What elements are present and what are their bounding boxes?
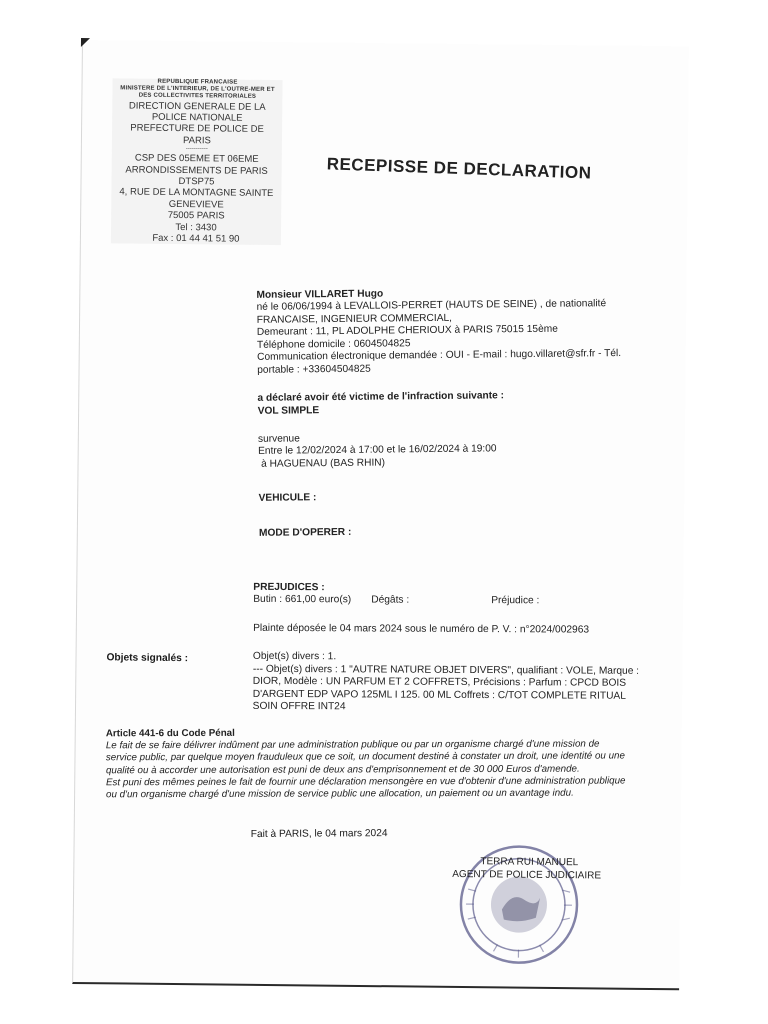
infraction-place: à HAGUENAU (BAS RHIN) bbox=[258, 457, 386, 470]
article-line-3: qualité ou à accorder une autorisation est puni de deux ans d'emprisonnement et de 30 000 Euros d'amende. bbox=[105, 763, 580, 776]
declarant-communication: Communication électronique demandée : OUI - E-mail : hugo.villaret@sfr.fr - Tél. bbox=[257, 348, 622, 364]
header-main-line-2: POLICE NATIONALE bbox=[151, 111, 243, 124]
objets-line-4: D'ARGENT EDP VAPO 125ML I 125. 00 ML Coffrets : C/TOT COMPLETE RITUAL bbox=[252, 688, 626, 702]
plainte-line: Plainte déposée le 04 mars 2024 sous le numéro de P. V. : n°2024/002963 bbox=[253, 622, 590, 636]
objets-label: Objets signalés : bbox=[106, 652, 189, 665]
declarant-name: Monsieur VILLARET Hugo bbox=[256, 288, 384, 301]
prejudice-label: Préjudice : bbox=[491, 595, 540, 607]
header-main-line-1: DIRECTION GENERALE DE LA bbox=[128, 100, 266, 113]
objets-line-3: DIOR, Modèle : UN PARFUM ET 2 COFFRETS, Précisions : Parfum : CPCD BOIS bbox=[252, 676, 627, 689]
infraction-type: VOL SIMPLE bbox=[257, 404, 320, 417]
corner-mark bbox=[81, 38, 90, 47]
objets-line-2: --- Objet(s) divers : 1 "AUTRE NATURE OBJET DIVERS", qualifiant : VOLE, Marque : bbox=[252, 663, 640, 677]
header-separator: ----------- bbox=[185, 146, 208, 153]
header-tiny-line-1: REPUBLIQUE FRANCAISE bbox=[157, 78, 238, 86]
prejudices-row bbox=[253, 594, 673, 609]
objets-line-5: SOIN OFFRE INT24 bbox=[252, 700, 346, 713]
signatory-name: TERRA RUI MANUEL bbox=[480, 856, 579, 869]
issuer-header bbox=[111, 78, 283, 245]
header-tiny-line-2: MINISTERE DE L'INTERIEUR, DE L'OUTRE-MER ET bbox=[120, 85, 275, 94]
header-unit-line-5: GENEVIEVE bbox=[168, 198, 224, 211]
objets-line-1: Objet(s) divers : 1. bbox=[252, 651, 337, 663]
prejudices-block bbox=[253, 582, 674, 716]
document-sheet bbox=[72, 40, 689, 990]
legal-article bbox=[106, 726, 666, 801]
butin-value: Butin : 661,00 euro(s) bbox=[253, 594, 352, 606]
declarant-phone: Téléphone domicile : 0604504825 bbox=[256, 337, 411, 351]
article-title: Article 441-6 du Code Pénal bbox=[105, 727, 235, 740]
declarant-birth: né le 06/06/1994 à LEVALLOIS-PERRET (HAUTS DE SEINE) , de nationalité bbox=[256, 298, 607, 314]
header-unit-line-3: DTSP75 bbox=[178, 176, 215, 188]
mode-operer-label: MODE D'OPERER : bbox=[258, 526, 352, 539]
header-unit-line-1: CSP DES 05EME ET 06EME bbox=[134, 152, 259, 166]
declarant-address: Demeurant : 11, PL ADOLPHE CHERIOUX à PARIS 75015 15ème bbox=[256, 323, 558, 339]
place-date-line: Fait à PARIS, le 04 mars 2024 bbox=[250, 828, 388, 841]
prejudices-label: PREJUDICES : bbox=[253, 581, 325, 594]
vehicule-label: VEHICULE : bbox=[258, 492, 317, 505]
declarant-block bbox=[256, 286, 649, 540]
degats-label: Dégâts : bbox=[371, 594, 410, 607]
signatory-role: AGENT DE POLICE JUDICIAIRE bbox=[452, 868, 602, 881]
declarant-nationality: FRANCAISE, INGENIEUR COMMERCIAL, bbox=[256, 312, 453, 326]
article-line-2: service public, par quelque moyen frauduleux que ce soit, un document destiné à constater un droit, une identité ou une bbox=[105, 750, 625, 764]
header-unit-line-4: 4, RUE DE LA MONTAGNE SAINTE bbox=[119, 186, 274, 200]
infraction-period: Entre le 12/02/2024 à 17:00 et le 16/02/2024 à 19:00 bbox=[258, 443, 497, 458]
document-title: RECEPISSE DE DECLARATION bbox=[326, 154, 592, 183]
survenue-label: survenue bbox=[257, 433, 300, 445]
header-main-line-3: PREFECTURE DE POLICE DE bbox=[130, 122, 264, 136]
header-tiny-line-3: DES COLLECTIVITES TERRITORIALES bbox=[138, 92, 257, 101]
article-line-1: Le fait de se faire délivrer indûment par une administration publique ou par un organisme chargé d'une mission de bbox=[105, 738, 600, 752]
article-line-5: ou d'un organisme chargé d'une mission de service public une allocation, un paiement ou un avantage indu. bbox=[106, 787, 574, 801]
header-unit-line-7: Tel : 3430 bbox=[175, 221, 217, 234]
infraction-intro: a déclaré avoir été victime de l'infraction suivante : bbox=[257, 390, 505, 404]
header-unit-line-6: 75005 PARIS bbox=[167, 210, 225, 222]
declarant-mobile: portable : +33604504825 bbox=[257, 363, 371, 376]
article-line-4: Est puni des mêmes peines le fait de fournir une déclaration mensongère en vue d'obtenir d'une administration publique bbox=[105, 775, 626, 789]
header-main-line-4: PARIS bbox=[182, 134, 211, 147]
signature-block bbox=[452, 856, 622, 883]
header-unit-line-2: ARRONDISSEMENTS DE PARIS bbox=[125, 164, 268, 177]
header-unit-line-8: Fax : 01 44 41 51 90 bbox=[152, 232, 240, 245]
